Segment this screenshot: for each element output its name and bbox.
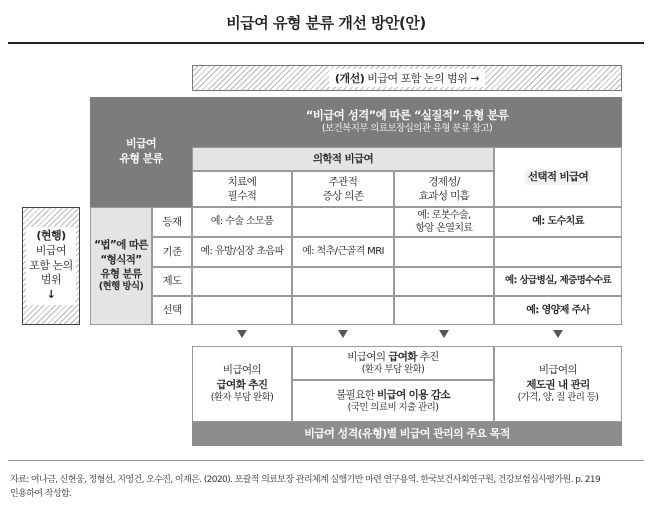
result-right-line1: 비급여의: [538, 364, 578, 377]
row-registered-essential: 예: 수술 소모품: [192, 207, 292, 237]
substantive-title: “비급여 성격”에 따른 “실질적” 유형 분류: [305, 107, 509, 122]
row-system-essential: [192, 267, 292, 296]
row-standard-essential: 예: 유방/심장 초음파: [192, 237, 292, 267]
row-registered-elective: 예: 도수치료: [494, 207, 622, 237]
row-system-subjective: [292, 267, 394, 296]
row-choice-subjective: [292, 296, 394, 325]
row-registered-cost: [394, 207, 494, 237]
result-left-line2: 급여화 추진: [216, 378, 268, 391]
purpose-banner: 비급여 성격(유형)별 비급여 관리의 주요 목적: [192, 422, 622, 446]
source-line2: 인용하여 작성함.: [10, 488, 72, 499]
row-choice-cost: [394, 296, 494, 325]
source-note: [10, 474, 642, 502]
result-right-line3: (가격, 양, 질 관리 등): [517, 391, 599, 403]
row-name-choice: 선택: [152, 296, 192, 325]
mid-bot-bold: 비급여 이용 감소: [377, 388, 450, 401]
substantive-classification-header: [192, 97, 622, 147]
mid-top-sub: (환자 부담 완화): [361, 363, 425, 375]
page-title: 비급여 유형 분류 개선 방안(안): [226, 14, 426, 32]
col1-line1: 치료에: [227, 175, 257, 188]
formal-classification-header: [90, 207, 152, 325]
down-triangle-icon: [439, 330, 449, 338]
row-label-line1: 비급여: [125, 137, 157, 151]
row-standard-elective: [494, 237, 622, 267]
formal-line4: (현행 방식): [98, 280, 144, 292]
down-triangle-icon: [338, 330, 348, 338]
row-standard-cost: [394, 237, 494, 267]
row-name-system: 제도: [152, 267, 192, 296]
col2-line1: 주관적: [328, 175, 358, 188]
row0-c3-line2: 항암 온열치료: [415, 223, 473, 234]
row-label-line2: 유형 분류: [119, 152, 163, 165]
current-line3: 포함 논의: [29, 258, 73, 272]
down-triangle-icon: [237, 330, 247, 338]
formal-line2: “형식적”: [100, 253, 142, 266]
column-subjective: [292, 171, 394, 207]
mid-top-post: 추진: [416, 350, 439, 363]
result-benefitization: [192, 346, 292, 422]
row-name-standard: 기준: [152, 237, 192, 267]
improved-prefix: (개선): [334, 72, 365, 85]
col2-line2: 증상 의존: [322, 190, 364, 202]
mid-bot-sub: (국민 의료비 지출 관리): [347, 401, 439, 413]
improved-text: 비급여 포함 논의 범위 →: [364, 72, 480, 85]
improved-scope-label: [192, 65, 622, 91]
row-registered-subjective: [292, 207, 394, 237]
formal-line3: 유형 분류: [100, 267, 142, 280]
column-essential: [192, 171, 292, 207]
result-mid-top: [292, 346, 494, 380]
column-cost-effectiveness: [394, 171, 494, 207]
row-choice-elective: 예: 영양제 주사: [494, 296, 622, 325]
row-system-elective: 예: 상급병실, 제증명수수료: [494, 267, 622, 296]
row0-c3-line1: 예: 로봇수술,: [417, 209, 471, 221]
title-divider: [8, 42, 644, 44]
result-institutional-management: [494, 346, 622, 422]
current-line2: 비급여: [35, 243, 67, 257]
row-system-cost: [394, 267, 494, 296]
down-triangle-icon: [553, 330, 563, 338]
formal-line1: “법”에 따른: [94, 239, 148, 252]
result-left-line3: (환자 부담 완화): [210, 391, 274, 403]
row-name-registered: 등재: [152, 207, 192, 237]
substantive-subtitle: (보건복지부 의료보장심의관 유형 분류 참고): [321, 123, 493, 135]
result-right-line2: 제도권 내 관리: [526, 378, 590, 391]
mid-top-pre: 비급여의: [347, 350, 389, 363]
current-prefix: (현행): [36, 228, 66, 242]
current-line4: 범위: [40, 273, 62, 287]
source-divider: [8, 460, 644, 461]
down-arrow-icon: ↓: [46, 288, 56, 302]
row-label-header: [90, 97, 192, 207]
row-standard-subjective: 예: 척추/근골격 MRI: [292, 237, 394, 267]
col3-line2: 효과성 미흡: [418, 190, 470, 202]
elective-title: 선택적 비급여: [525, 169, 591, 185]
medical-nonbenefit-header: 의학적 비급여: [192, 147, 494, 171]
mid-bot-pre: 불필요한: [336, 388, 377, 401]
mid-top-bold: 급여화: [388, 350, 417, 363]
current-scope-label: [22, 207, 80, 325]
elective-nonbenefit-header: [494, 147, 622, 207]
result-mid-bottom: [292, 380, 494, 422]
source-line1: 자료: 여나금, 신현웅, 정형선, 지영건, 오수진, 이재은. (2020). 포괄적 의료보장 관리체계 실행기반 마련 연구용역. 한국보건사회연구원, 건강보험심사평가원. p. 219: [10, 475, 601, 485]
col1-line2: 필수적: [227, 190, 257, 202]
col3-line1: 경제성/: [428, 175, 460, 188]
row-choice-essential: [192, 296, 292, 325]
result-left-line1: 비급여의: [222, 364, 262, 377]
